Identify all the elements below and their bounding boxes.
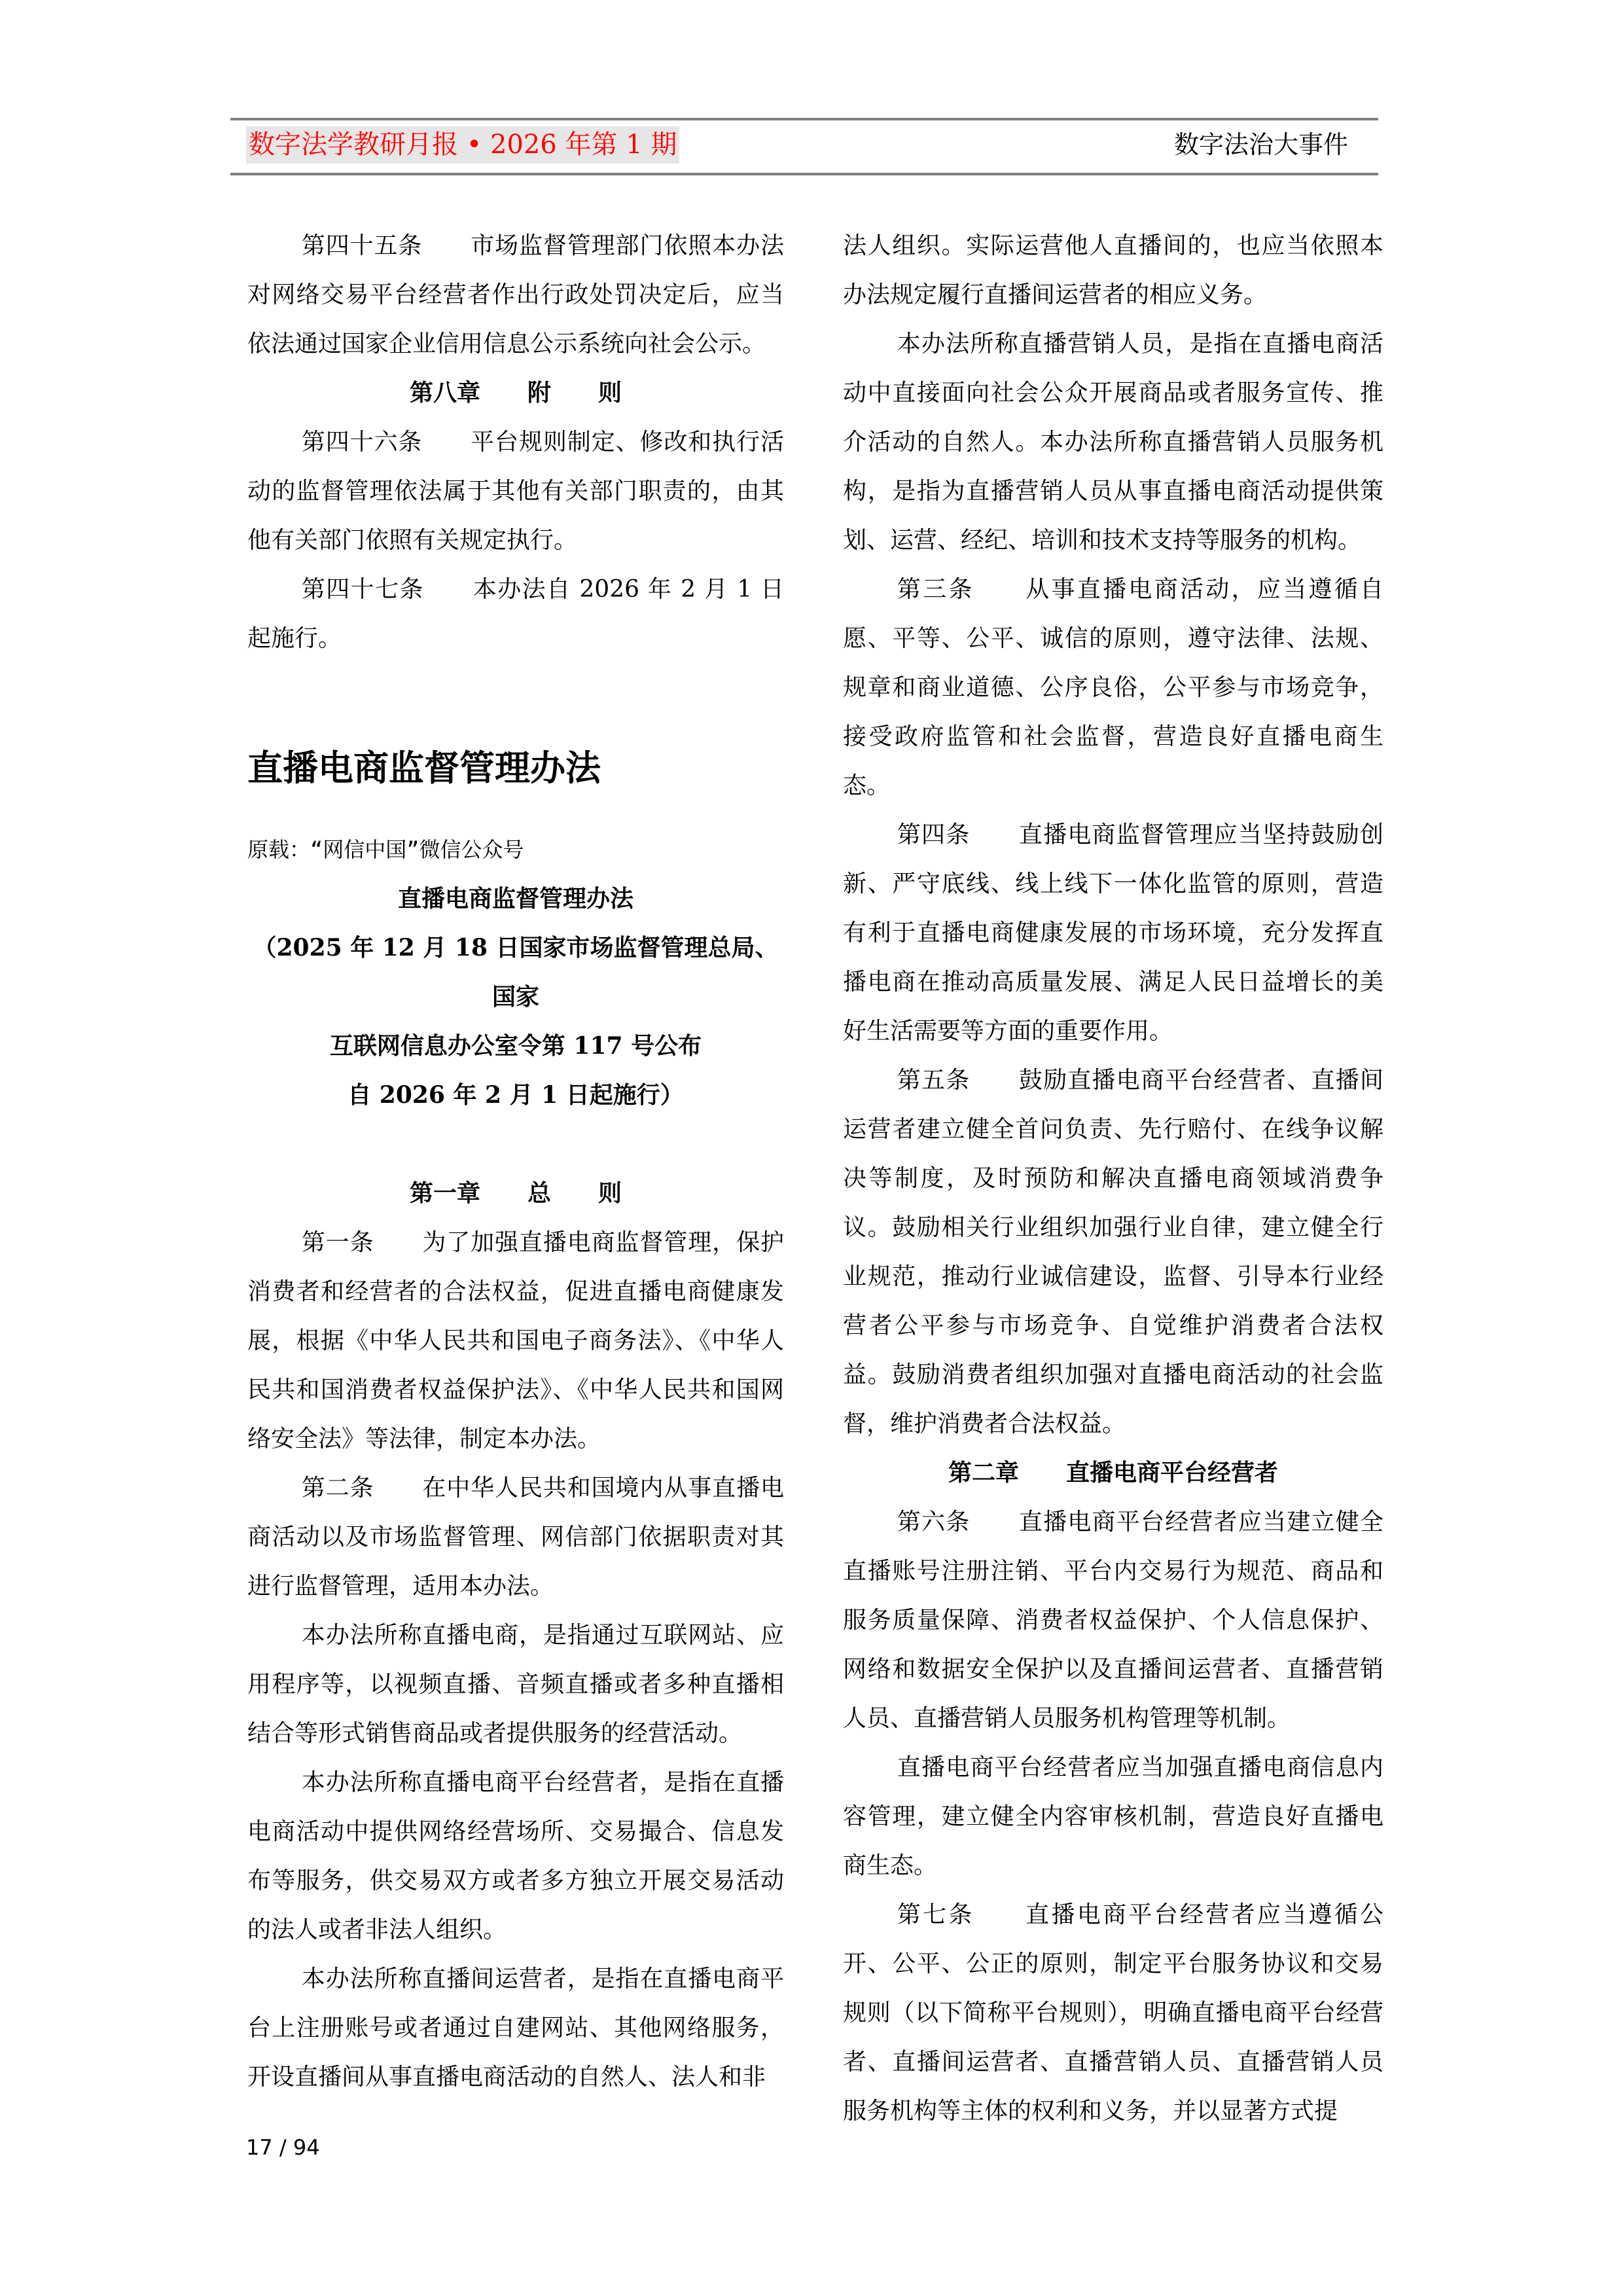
article-6: 第六条 直播电商平台经营者应当建立健全直播账号注册注销、平台内交易行为规范、商品和服务质量保障、消费者权益保护、个人信息保护、网络和数据安全保护以及直播间运营者、直播营销人员、直播营销人员服务机构管理等机制。 [843, 1509, 1383, 1732]
article-7: 第七条 直播电商平台经营者应当遵循公开、公平、公正的原则，制定平台服务协议和交易规则（以下简称平台规则），明确直播电商平台经营者、直播间运营者、直播营销人员、直播营销人员服务机构等主体的权利和义务，并以显著方式提 [843, 1901, 1383, 2125]
article-47: 第四十七条 本办法自 2026 年 2 月 1 日起施行。 [247, 576, 784, 652]
article-2: 第二条 在中华人民共和国境内从事直播电商活动以及市场监督管理、网信部门依据职责对其进行监督管理，适用本办法。 [247, 1475, 784, 1600]
chapter-8-heading: 第八章 附 则 [409, 379, 622, 406]
article-title: 直播电商监督管理办法 [247, 747, 601, 789]
article-6-para-2: 直播电商平台经营者应当加强直播电商信息内容管理，建立健全内容审核机制，营造良好直播电商生态。 [843, 1754, 1383, 1879]
document-note-2: 互联网信息办公室令第 117 号公布 [329, 1032, 702, 1060]
document-title: 直播电商监督管理办法 [397, 885, 633, 912]
article-1: 第一条 为了加强直播电商监督管理，保护消费者和经营者的合法权益，促进直播电商健康发展，根据《中华人民共和国电子商务法》、《中华人民共和国消费者权益保护法》、《中华人民共和国网络安全法》等法律，制定本办法。 [247, 1229, 784, 1452]
journal-title: 数字法学教研月报 • 2026 年第 1 期 [246, 126, 679, 164]
article-45: 第四十五条 市场监督管理部门依照本办法对网络交易平台经营者作出行政处罚决定后，应当依法通过国家企业信用信息公示系统向社会公示。 [247, 232, 784, 357]
article-46: 第四十六条 平台规则制定、修改和执行活动的监督管理依法属于其他有关部门职责的，由其他有关部门依照有关规定执行。 [247, 429, 784, 554]
article-2-para-4: 本办法所称直播间运营者，是指在直播电商平台上注册账号或者通过自建网站、其他网络服务，开设直播间从事直播电商活动的自然人、法人和非 [247, 1965, 784, 2090]
header-top-rule [230, 118, 1378, 120]
article-2-para-2: 本办法所称直播电商，是指通过互联网站、应用程序等，以视频直播、音频直播或者多种直播相结合等形式销售商品或者提供服务的经营活动。 [247, 1622, 784, 1747]
header-bottom-rule [230, 173, 1378, 175]
article-2-para-4-cont: 法人组织。实际运营他人直播间的，也应当依照本办法规定履行直播间运营者的相应义务。 [843, 232, 1383, 308]
document-note-1: （2025 年 12 月 18 日国家市场监督管理总局、国家 [253, 934, 779, 1011]
article-5: 第五条 鼓励直播电商平台经营者、直播间运营者建立健全首问负责、先行赔付、在线争议解决等制度，及时预防和解决直播电商领域消费争议。鼓励相关行业组织加强行业自律，建立健全行业规范，推动行业诚信建设，监督、引导本行业经营者公平参与市场竞争、自觉维护消费者合法权益。鼓励消费者组织加强对直播电商活动的社会监督，维护消费者合法权益。 [843, 1067, 1383, 1437]
spacer [247, 1120, 784, 1169]
section-tag: 数字法治大事件 [1173, 130, 1348, 159]
chapter-1-heading: 第一章 总 则 [409, 1179, 622, 1207]
article-2-para-5: 本办法所称直播营销人员，是指在直播电商活动中直接面向社会公众开展商品或者服务宣传、推介活动的自然人。本办法所称直播营销人员服务机构，是指为直播营销人员从事直播电商活动提供策划、运营、经纪、培训和技术支持等服务的机构。 [843, 331, 1383, 554]
page-number: 17 / 94 [246, 2135, 320, 2160]
right-column [843, 221, 1383, 2136]
article-4: 第四条 直播电商监督管理应当坚持鼓励创新、严守底线、线上线下一体化监管的原则，营造有利于直播电商健康发展的市场环境，充分发挥直播电商在推动高质量发展、满足人民日益增长的美好生活需要等方面的重要作用。 [843, 821, 1383, 1045]
chapter-2-heading: 第二章 直播电商平台经营者 [948, 1459, 1278, 1486]
document-note-3: 自 2026 年 2 月 1 日起施行） [348, 1081, 684, 1109]
article-3: 第三条 从事直播电商活动，应当遵循自愿、平等、公平、诚信的原则，遵守法律、法规、规章和商业道德、公序良俗，公平参与市场竞争，接受政府监管和社会监督，营造良好直播电商生态。 [843, 576, 1383, 799]
left-column [247, 221, 784, 2102]
article-2-para-3: 本办法所称直播电商平台经营者，是指在直播电商活动中提供网络经营场所、交易撮合、信息发布等服务，供交易双方或者多方独立开展交易活动的法人或者非法人组织。 [247, 1769, 784, 1943]
source-line: 原载：“网信中国”微信公众号 [247, 837, 524, 862]
